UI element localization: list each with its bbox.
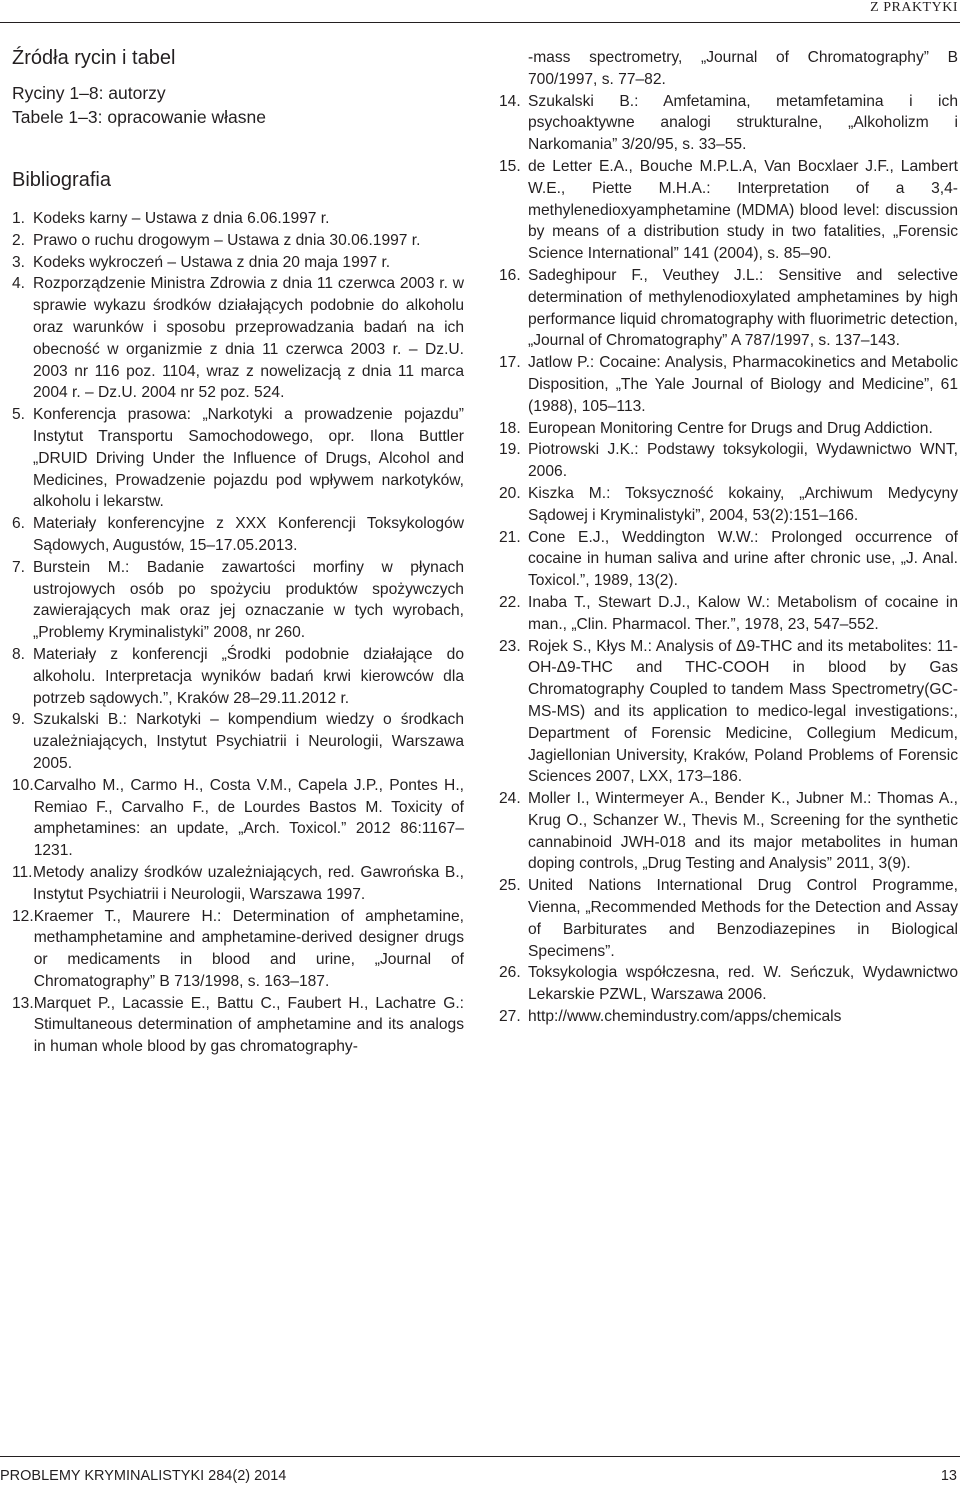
reference-number: 23.	[499, 637, 521, 655]
reference-list-left	[12, 208, 464, 1058]
reference-number: 22.	[499, 593, 521, 611]
reference-text: Materiały konferencyjne z XXX Konferencji Toksykologów Sądowych, Augustów, 15–17.05.2013.	[33, 515, 464, 554]
reference-number: 17.	[499, 354, 521, 372]
reference-item	[12, 644, 464, 709]
reference-number: 1.	[12, 210, 26, 227]
reference-text: Szukalski B.: Amfetamina, metamfetamina i ich psychoaktywne analogi strukturalne, „Alkoholizm i Narkomania” 3/20/95, s. 33–55.	[528, 92, 958, 154]
reference-number: 6.	[12, 515, 26, 533]
reference-item	[12, 208, 464, 230]
reference-item	[12, 709, 464, 774]
reference-item	[12, 993, 464, 1058]
reference-number: 8.	[12, 645, 26, 663]
reference-item	[499, 418, 958, 440]
reference-item	[499, 592, 958, 636]
reference-item	[12, 404, 464, 513]
reference-item	[499, 265, 958, 352]
bibliography-title: Bibliografia	[12, 169, 111, 191]
reference-number: 20.	[499, 484, 521, 502]
reference-text: Burstein M.: Badanie zawartości morfiny w płynach ustrojowych osób po spożyciu produktów spożywczych zawierających mak oraz jej oznaczanie w tych wyrobach, „Problemy Kryminalistyki” 2008, nr 260.	[33, 558, 464, 642]
reference-number: 12.	[12, 907, 34, 925]
page-number: 13	[940, 1468, 957, 1484]
reference-item	[499, 1006, 958, 1028]
reference-number: 27.	[499, 1008, 521, 1026]
reference-list-right	[499, 91, 958, 1028]
reference-number: 5.	[12, 406, 26, 424]
reference-text: Toksykologia współczesna, red. W. Seńczuk, Wydawnictwo Lekarskie PZWL, Warszawa 2006.	[528, 964, 958, 1004]
reference-text: Kraemer T., Maurere H.: Determination of amphetamine, methamphetamine and amphetamine-derived designer drugs or medicaments in blood and urine, „Journal of Chromatography” B 713/1998, s. 163–187.	[33, 907, 464, 990]
reference-number: 24.	[499, 790, 521, 808]
reference-text: Prawo o ruchu drogowym – Ustawa z dnia 30.06.1997 r.	[33, 231, 421, 249]
reference-text: Materiały z konferencji „Środki podobnie działające do alkoholu. Interpretacja wyników badań krwi kierowców dla potrzeb sądowych.”, Kraków 28–29.11.2012 r.	[33, 645, 464, 707]
reference-text: Inaba T., Stewart D.J., Kalow W.: Metabolism of cocaine in man., „Clin. Pharmacol. Ther.”, 1978, 23, 547–552.	[528, 593, 958, 633]
reference-number: 25.	[499, 877, 521, 895]
reference-item	[499, 962, 958, 1006]
reference-item	[12, 252, 464, 274]
header-rule	[0, 22, 960, 23]
reference-text: de Letter E.A., Bouche M.P.L.A, Van Bocxlaer J.F., Lambert W.E., Piette M.H.A.: Interpretation of a 3,4-methylenedioxyamphetamine (MDMA) blood level: discussion by means of a distribution study in two fatalities, „Forensic Science International” 141 (2004), s. 85–90.	[528, 157, 958, 263]
reference-item	[12, 862, 464, 906]
reference-number: 4.	[12, 275, 26, 293]
reference-text: Sadeghipour F., Veuthey J.L.: Sensitive and selective determination of methylenodioxylated amphetamines by high performance liquid chromatography with fluorimetric detection, „Journal of Chromatography” A 787/1997, s. 137–143.	[528, 266, 958, 350]
reference-item	[12, 906, 464, 993]
reference-number: 15.	[499, 157, 521, 175]
right-column	[499, 47, 958, 1028]
reference-number: 18.	[499, 419, 521, 437]
reference-item	[499, 91, 958, 156]
reference-text: Cone E.J., Weddington W.W.: Prolonged occurrence of cocaine in human saliva and urine after chronic use, „J. Anal. Toxicol.”, 1989, 13(2).	[528, 528, 958, 590]
reference-text: Piotrowski J.K.: Podstawy toksykologii, Wydawnictwo WNT, 2006.	[528, 441, 958, 481]
reference-item	[499, 788, 958, 875]
footer-rule	[0, 1456, 960, 1457]
reference-text: Moller I., Wintermeyer A., Bender K., Jubner M.: Thomas A., Krug O., Schanzer W., Thevis M., Screening for the synthetic cannabinoid JWH-018 and its major metabolites in human doping controls, „Drug Testing and Analysis” 2011, 3(9).	[528, 790, 958, 873]
reference-number: 14.	[499, 92, 521, 110]
reference-text: Konferencja prasowa: „Narkotyki a prowadzenie pojazdu” Instytut Transportu Samochodowego, opr. Ilona Buttler „DRUID Driving Under the Influence of Drugs, Alcohol and Medicines, Prowadzenie pojazdu pod wpływem narkotyków, alkoholu i lekarstw.	[33, 406, 464, 511]
reference-text: http://www.chemindustry.com/apps/chemicals	[528, 1008, 842, 1026]
reference-item	[499, 156, 958, 265]
sources-title: Źródła rycin i tabel	[12, 47, 176, 69]
figures-credit: Ryciny 1–8: autorzy	[12, 83, 166, 103]
reference-text: Rojek S., Kłys M.: Analysis of Δ9-THC and its metabolites: 11-OH-Δ9-THC and THC-COOH in blood by Gas Chromatography Coupled to tandem Mass Spectrometry(GC-MS-MS) and its application to medico-legal investigations:, Department of Forensic Medicine, Collegium Medicum, Jagiellonian University, Kraków, Poland Problems of Forensic Sciences 2007, LXX, 173–186.	[528, 637, 958, 786]
reference-item	[12, 230, 464, 252]
reference-item	[499, 875, 958, 962]
reference-number: 21.	[499, 528, 521, 546]
reference-item	[499, 636, 958, 789]
reference-text: Jatlow P.: Cocaine: Analysis, Pharmacokinetics and Metabolic Disposition, „The Yale Journal of Biology and Medicine”, 61 (1988), 105–113.	[528, 354, 958, 415]
reference-number: 2.	[12, 231, 26, 249]
reference-number: 7.	[12, 558, 26, 576]
reference-number: 19.	[499, 441, 521, 459]
reference-text: Kiszka M.: Toksyczność kokainy, „Archiwum Medycyny Sądowej i Kryminalistyki”, 2004, 53(2):151–166.	[528, 484, 958, 524]
reference-text: European Monitoring Centre for Drugs and Drug Addiction.	[528, 419, 933, 437]
reference-text: Carvalho M., Carmo H., Costa V.M., Capela J.P., Pontes H., Remiao F., Carvalho F., de Lourdes Bastos M. Toxicity of amphetamines: an update, „Arch. Toxicol.” 2012 86:1167–1231.	[33, 776, 464, 860]
reference-item	[12, 557, 464, 644]
reference-item	[12, 775, 464, 862]
sources-credits	[12, 81, 464, 129]
left-column	[12, 45, 464, 1058]
reference-number: 11.	[12, 863, 33, 881]
reference-number: 16.	[499, 266, 521, 284]
reference-item	[499, 483, 958, 527]
reference-item	[12, 513, 464, 557]
reference-item	[499, 527, 958, 592]
reference-text: United Nations International Drug Control Programme, Vienna, „Recommended Methods for the Detection and Assay of Barbiturates and Benzodiazepines in Biological Specimens”.	[528, 877, 958, 960]
tables-credit: Tabele 1–3: opracowanie własne	[12, 107, 266, 127]
reference-number: 3.	[12, 253, 26, 271]
reference-text: Kodeks wykroczeń – Ustawa z dnia 20 maja 1997 r.	[33, 253, 391, 271]
journal-name: PROBLEMY KRYMINALISTYKI 284(2) 2014	[0, 1468, 287, 1484]
reference-text: Rozporządzenie Ministra Zdrowia z dnia 11 czerwca 2003 r. w sprawie wykazu środków działających podobnie do alkoholu oraz warunków i sposobu przeprowadzania badań na ich obecność w organizmie z dnia 11 czerwca 2003 r. – Dz.U. 2003 nr 116 poz. 1104, wraz z nowelizacją z dnia 11 marca 2004 r. – Dz.U. 2004 nr 52 poz. 524.	[33, 275, 464, 402]
reference-item	[499, 352, 958, 417]
reference-number: 26.	[499, 964, 521, 982]
reference-item	[12, 273, 464, 404]
reference-number: 13.	[12, 994, 34, 1012]
reference-text: Marquet P., Lacassie E., Battu C., Faubert H., Lachatre G.: Stimultaneous determination of amphetamine and its analogs in human whole blood by gas chromatography-	[33, 994, 464, 1056]
reference-text: Kodeks karny – Ustawa z dnia 6.06.1997 r.	[33, 210, 330, 227]
reference-item	[499, 439, 958, 483]
reference-number: 10.	[12, 776, 34, 794]
reference-text: Szukalski B.: Narkotyki – kompendium wiedzy o środkach uzależniających, Instytut Psychiatrii i Neurologii, Warszawa 2005.	[33, 711, 464, 772]
reference-number: 9.	[12, 711, 26, 729]
reference-text: Metody analizy środków uzależniających, red. Gawrońska B., Instytut Psychiatrii i Neurologii, Warszawa 1997.	[33, 863, 464, 903]
reference-continuation: -mass spectrometry, „Journal of Chromatography” B 700/1997, s. 77–82.	[528, 49, 958, 88]
section-label: Z PRAKTYKI	[870, 0, 958, 15]
